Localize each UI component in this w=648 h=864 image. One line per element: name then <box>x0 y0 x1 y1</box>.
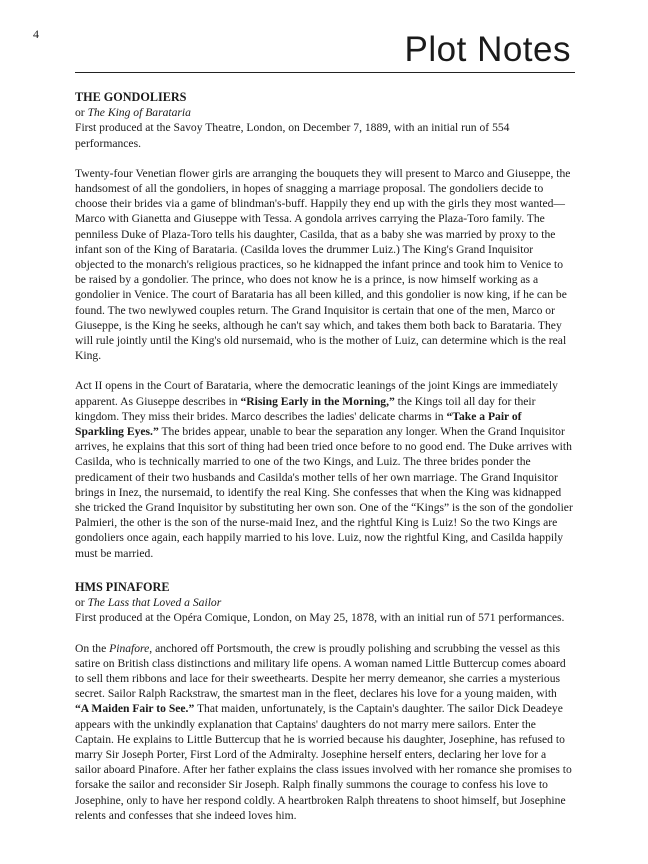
section-gondoliers <box>75 90 573 561</box>
page-number: 4 <box>33 27 39 41</box>
production-info-pinafore: First produced at the Opéra Comique, London, on May 25, 1878, with an initial run of 571 performances. <box>75 611 565 625</box>
text-run: That maiden, unfortunately, is the Captain's daughter. The sailor Dick Deadeye appears with the unkindly explanation that Captains' daughters do not marry mere sailors. Enter the Captain. He explains to Little Buttercup that he is worried because his daughter, Josephine, has refused to marry Sir Joseph Porter, First Lord of the Admiralty. Josephine herself enters, declaring her love for a sailor aboard Pinafore. After her father explains the class issues involved with her romance she promises to forsake the sailor and reconsider Sir Joseph. Ralph finally summons the courage to confess his love to Josephine, only to have her respond coldly. A heartbroken Ralph threatens to shoot himself, but Josephine relents and confesses that she indeed loves him. <box>75 702 572 822</box>
synopsis-paragraph <box>75 641 573 823</box>
ship-name: Pinafore <box>109 641 150 655</box>
show-title-gondoliers: THE GONDOLIERS <box>75 90 187 104</box>
section-spacer <box>75 561 573 580</box>
text-run: On the <box>75 641 110 655</box>
synopsis-paragraph: Twenty-four Venetian flower girls are arranging the bouquets they will present to Marco and Giuseppe, the handsomest of all the gondoliers, in hopes of snagging a marriage proposal. The gondoliers decide to choose their brides via a game of blindman's-buff. Happily they end up with the girls they most wanted—Marco with Gianetta and Giuseppe with Tessa. A gondola arrives carrying the Plaza-Toro family. The penniless Duke of Plaza-Toro tells his daughter, Casilda, that as a baby she was married by proxy to the infant son of the King of Barataria. (Casilda loves the drummer Luiz.) The King's Grand Inquisitor objected to the monarch's religious practices, so he kidnapped the infant prince and took him to Venice to be raised by a gondolier. The prince, who does not know he is a prince, is now himself working as a gondolier in Venice. The court of Barataria has all been killed, and this gondolier is now king, if he can be found. The two newlywed couples return. The Grand Inquisitor is certain that one of the men, Marco or Giuseppe, is the King he seeks, although he can't say which, and takes them both back to Barataria. They will rule jointly until the King's old nursemaid, who is the mother of Luiz, can determine which is the real King. <box>75 166 571 363</box>
song-title: “A Maiden Fair to See.” <box>75 702 195 716</box>
song-title: “Take a Pair of Sparkling Eyes.” <box>75 409 522 439</box>
page-title: Plot Notes <box>404 30 571 69</box>
show-subtitle-gondoliers <box>75 105 573 120</box>
subtitle-text: The King of Barataria <box>87 106 191 120</box>
subtitle-text: The Lass that Loved a Sailor <box>87 596 222 610</box>
show-title-pinafore: HMS PINAFORE <box>75 579 170 594</box>
production-info-gondoliers: First produced at the Savoy Theatre, London, on December 7, 1889, with an initial run of 554 performances. <box>75 121 510 150</box>
subtitle-prefix: or <box>75 596 88 610</box>
show-subtitle-pinafore <box>75 595 573 610</box>
text-run: the Kings toil all day for their kingdom. They miss their brides. Marco describes the ladies' delicate charms in <box>75 394 536 423</box>
song-title: “Rising Early in the Morning,” <box>240 394 395 408</box>
section-pinafore <box>75 580 573 823</box>
title-divider <box>75 72 575 73</box>
subtitle-prefix: or <box>75 106 88 120</box>
text-run: The brides appear, unable to bear the separation any longer. When the Grand Inquisitor arrives, he explains that this sort of thing had been tried once before to no good end. The Duke arrives with Casilda, who is technically married to one of the two Kings, and Luiz. The three brides ponder the predicament of their two husbands and Casilda's mother tells of her own marriage. The Grand Inquisitor brings in Inez, the nursemaid, to identify the real King. She confesses that when the King was kidnapped she tricked the Grand Inquisitor by substituting her own son. One of the “Kings” is the son of the gondolier Palmieri, the other is the son of the nurse-maid Inez, and the rightful King is Luiz! So the two Kings are gondoliers once again, each happily married to his love. Luiz, now the rightful King, and Casilda happily must be married. <box>75 425 573 560</box>
text-run: Act II opens in the Court of Barataria, where the democratic leanings of the joint Kings are immediately apparent. As Giuseppe describes in <box>75 379 558 408</box>
page-content <box>75 90 573 823</box>
text-run: , anchored off Portsmouth, the crew is proudly polishing and scrubbing the vessel as this satire on British class distinctions and military life opens. A woman named Little Buttercup comes aboard to sell them ribbons and lace for their sweethearts. Despite her merry demeanor, she carries a mysterious secret. Sailor Ralph Rackstraw, the smartest man in the fleet, declares his love for a young maiden, with <box>75 641 566 701</box>
synopsis-paragraph <box>75 378 573 560</box>
